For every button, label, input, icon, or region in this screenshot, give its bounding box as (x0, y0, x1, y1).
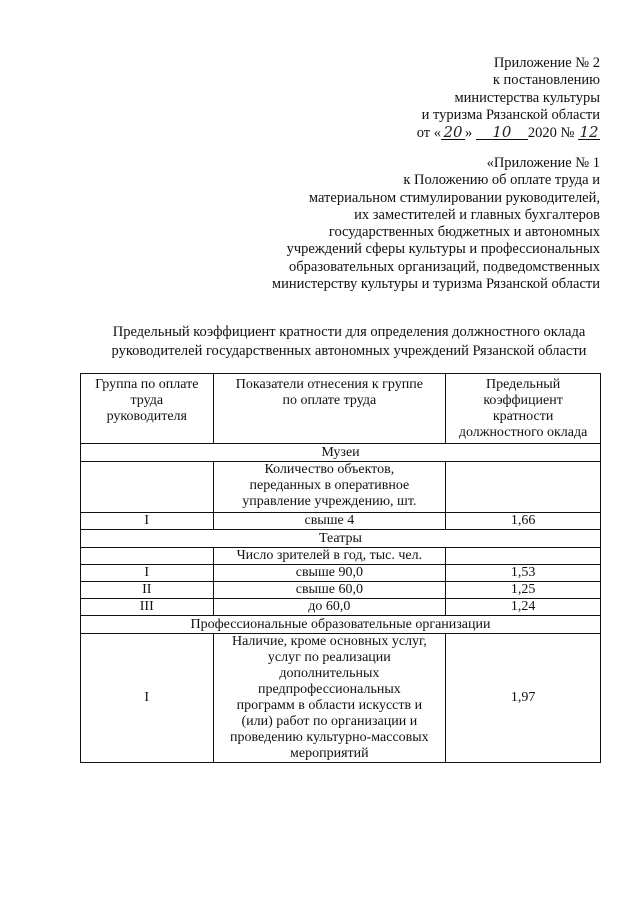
criterion-cell: свыше 90,0 (213, 565, 446, 582)
appendix-header (417, 55, 600, 142)
criterion-text: предпрофессиональных (257, 682, 401, 697)
table-row (81, 582, 601, 599)
criterion-text: дополнительных (279, 666, 380, 681)
base-appendix-line: государственных бюджетных и автономных (328, 224, 600, 241)
date-year: 2020 (527, 124, 557, 141)
group-cell: I (81, 634, 214, 763)
header-text: по оплате труда (282, 393, 377, 408)
criterion-cell: до 60,0 (213, 599, 446, 616)
indicator-cell (213, 462, 446, 513)
base-appendix-line: к Положению об оплате труда и (403, 172, 600, 189)
indicator-row (81, 548, 601, 565)
group-cell: III (81, 599, 214, 616)
coefficient-cell: 1,66 (446, 513, 601, 530)
indicator-text: управление учреждению, шт. (242, 494, 417, 509)
criterion-text: Наличие, кроме основных услуг, (231, 634, 427, 649)
base-appendix-line: материальном стимулировании руководителей, (308, 189, 600, 206)
table-row (81, 634, 601, 763)
group-cell: I (81, 513, 214, 530)
indicator-text: Количество объектов, (264, 462, 395, 477)
criterion-cell (213, 634, 446, 763)
table-row (81, 599, 601, 616)
date-prefix: от « (416, 124, 442, 141)
section-row-theatres (81, 530, 601, 548)
date-month-handwritten: 10 (476, 125, 528, 140)
header-text: руководителя (106, 409, 187, 424)
empty-cell (446, 462, 601, 513)
criterion-cell: свыше 60,0 (213, 582, 446, 599)
coefficient-cell: 1,53 (446, 565, 601, 582)
indicator-row (81, 462, 601, 513)
header-text: Предельный (485, 377, 561, 392)
appendix-line: к постановлению (492, 72, 600, 89)
base-appendix-line: их заместителей и главных бухгалтеров (354, 206, 600, 223)
base-appendix-header (272, 155, 600, 293)
criterion-cell: свыше 4 (213, 513, 446, 530)
criterion-text: мероприятий (290, 746, 369, 761)
header-text: Группа по оплате (95, 377, 199, 392)
appendix-line: и туризма Рязанской области (421, 107, 600, 124)
base-appendix-line: «Приложение № 1 (486, 155, 600, 171)
header-coefficient-cell (446, 374, 601, 444)
number-handwritten: 12 (579, 122, 599, 141)
appendix-date-line (416, 122, 600, 142)
empty-cell (81, 548, 214, 565)
criterion-text: программ в области искусств и (236, 698, 423, 713)
section-title: Театры (81, 530, 601, 548)
header-text: коэффициент (483, 393, 563, 408)
appendix-line: Приложение № 2 (493, 55, 600, 71)
header-text: кратности (492, 409, 554, 424)
coefficient-cell: 1,97 (446, 634, 601, 763)
group-cell: I (81, 565, 214, 582)
base-appendix-line: министерству культуры и туризма Рязанской области (271, 276, 600, 293)
coefficient-cell: 1,25 (446, 582, 601, 599)
criterion-text: (или) работ по организации и (241, 714, 418, 729)
indicator-text: переданных в оперативное (249, 478, 410, 493)
indicator-cell: Число зрителей в год, тыс. чел. (213, 548, 446, 565)
table-header-row (81, 374, 601, 444)
empty-cell (446, 548, 601, 565)
criterion-text: проведению культурно-массовых (230, 730, 429, 745)
coefficient-table (80, 373, 601, 763)
date-quote-close: » (465, 124, 473, 141)
group-cell: II (81, 582, 214, 599)
section-title: Музеи (81, 444, 601, 462)
number-label: № (560, 124, 575, 141)
date-day-handwritten: 20 (441, 125, 465, 140)
title-line: руководителей государственных автономных учреждений Рязанской области (111, 342, 587, 359)
header-text: должностного оклада (458, 425, 588, 440)
base-appendix-line: учреждений сферы культуры и профессиональных (286, 241, 600, 258)
base-appendix-line: образовательных организаций, подведомственных (289, 258, 600, 275)
table-row (81, 565, 601, 582)
header-group-cell (81, 374, 214, 444)
header-text: Показатели отнесения к группе (235, 377, 423, 392)
title-line: Предельный коэффициент кратности для определения должностного оклада (112, 324, 586, 340)
header-text: труда (130, 393, 164, 408)
document-title (78, 323, 620, 360)
coefficient-cell: 1,24 (446, 599, 601, 616)
section-title: Профессиональные образовательные организации (81, 616, 601, 634)
header-indicator-cell (213, 374, 446, 444)
section-row-museums (81, 444, 601, 462)
appendix-line: министерства культуры (454, 89, 600, 106)
empty-cell (81, 462, 214, 513)
section-row-education (81, 616, 601, 634)
criterion-text: услуг по реализации (267, 650, 391, 665)
table-row (81, 513, 601, 530)
